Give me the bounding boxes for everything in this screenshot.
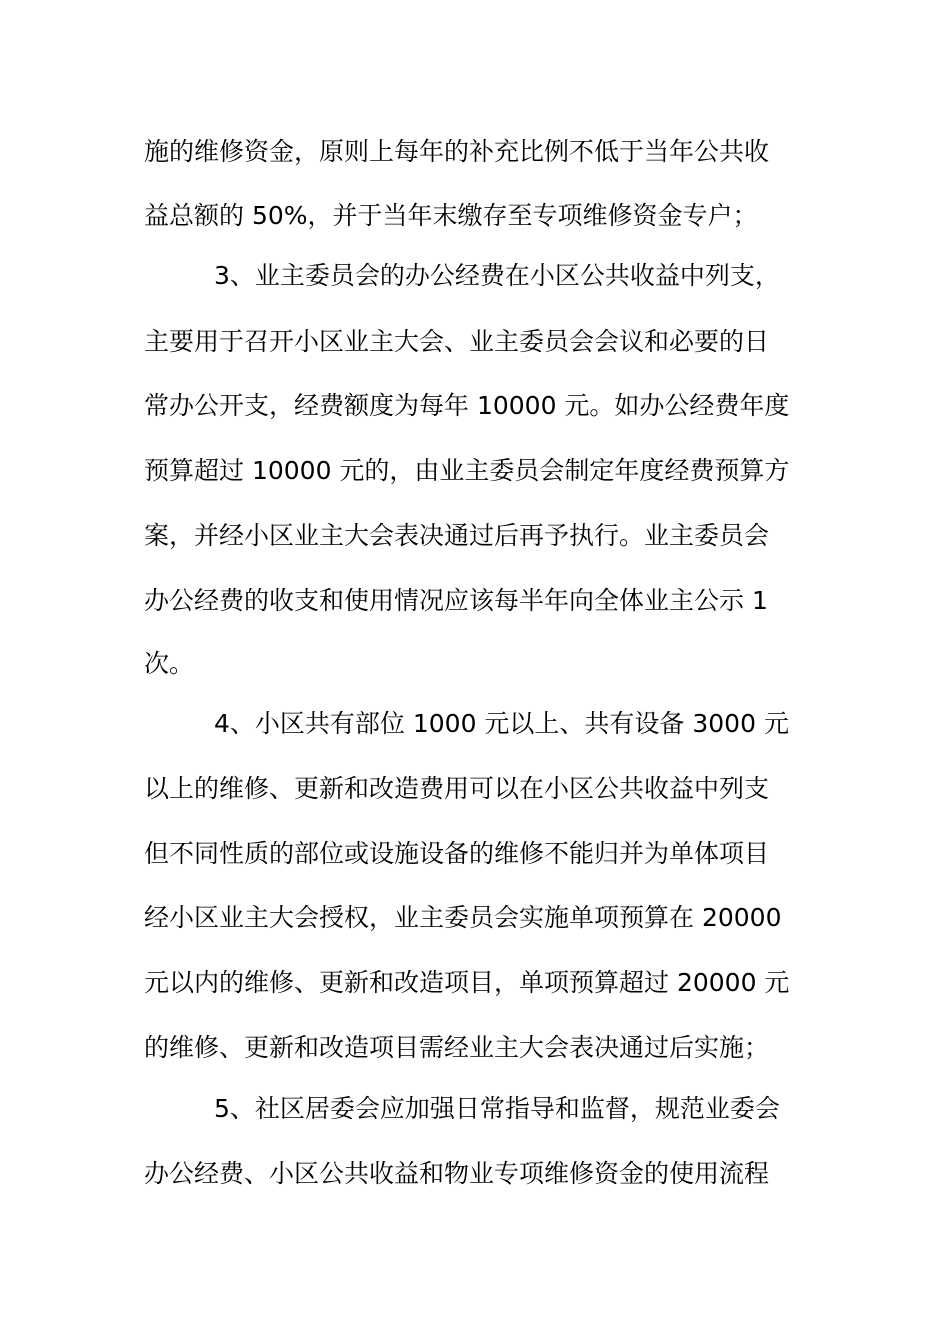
text-line: 办公经费的收支和使用情况应该每半年向全体业主公示 1 bbox=[144, 586, 768, 615]
paragraph-4-start: 4、小区共有部位 1000 元以上、共有设备 3000 元 bbox=[214, 709, 789, 738]
text-line: 以上的维修、更新和改造费用可以在小区公共收益中列支 bbox=[144, 774, 770, 803]
text-line: 施的维修资金，原则上每年的补充比例不低于当年公共收 bbox=[144, 137, 770, 166]
paragraph-5-start: 5、社区居委会应加强日常指导和监督，规范业委会 bbox=[214, 1094, 780, 1123]
text-line: 但不同性质的部位或设施设备的维修不能归并为单体项目 bbox=[144, 839, 770, 868]
text-line: 主要用于召开小区业主大会、业主委员会会议和必要的日 bbox=[144, 327, 770, 356]
paragraph-3-start: 3、业主委员会的办公经费在小区公共收益中列支， bbox=[214, 261, 780, 290]
text-line: 预算超过 10000 元的，由业主委员会制定年度经费预算方 bbox=[144, 456, 790, 485]
text-line: 常办公开支，经费额度为每年 10000 元。如办公经费年度 bbox=[144, 391, 790, 420]
text-line: 案，并经小区业主大会表决通过后再予执行。业主委员会 bbox=[144, 521, 770, 550]
text-line: 元以内的维修、更新和改造项目，单项预算超过 20000 元 bbox=[144, 968, 790, 997]
text-line: 次。 bbox=[144, 649, 195, 678]
text-line: 经小区业主大会授权，业主委员会实施单项预算在 20000 bbox=[144, 903, 782, 932]
text-line: 办公经费、小区公共收益和物业专项维修资金的使用流程 bbox=[144, 1159, 770, 1188]
text-line: 的维修、更新和改造项目需经业主大会表决通过后实施； bbox=[144, 1033, 770, 1062]
text-line: 益总额的 50%，并于当年末缴存至专项维修资金专户； bbox=[144, 201, 758, 230]
